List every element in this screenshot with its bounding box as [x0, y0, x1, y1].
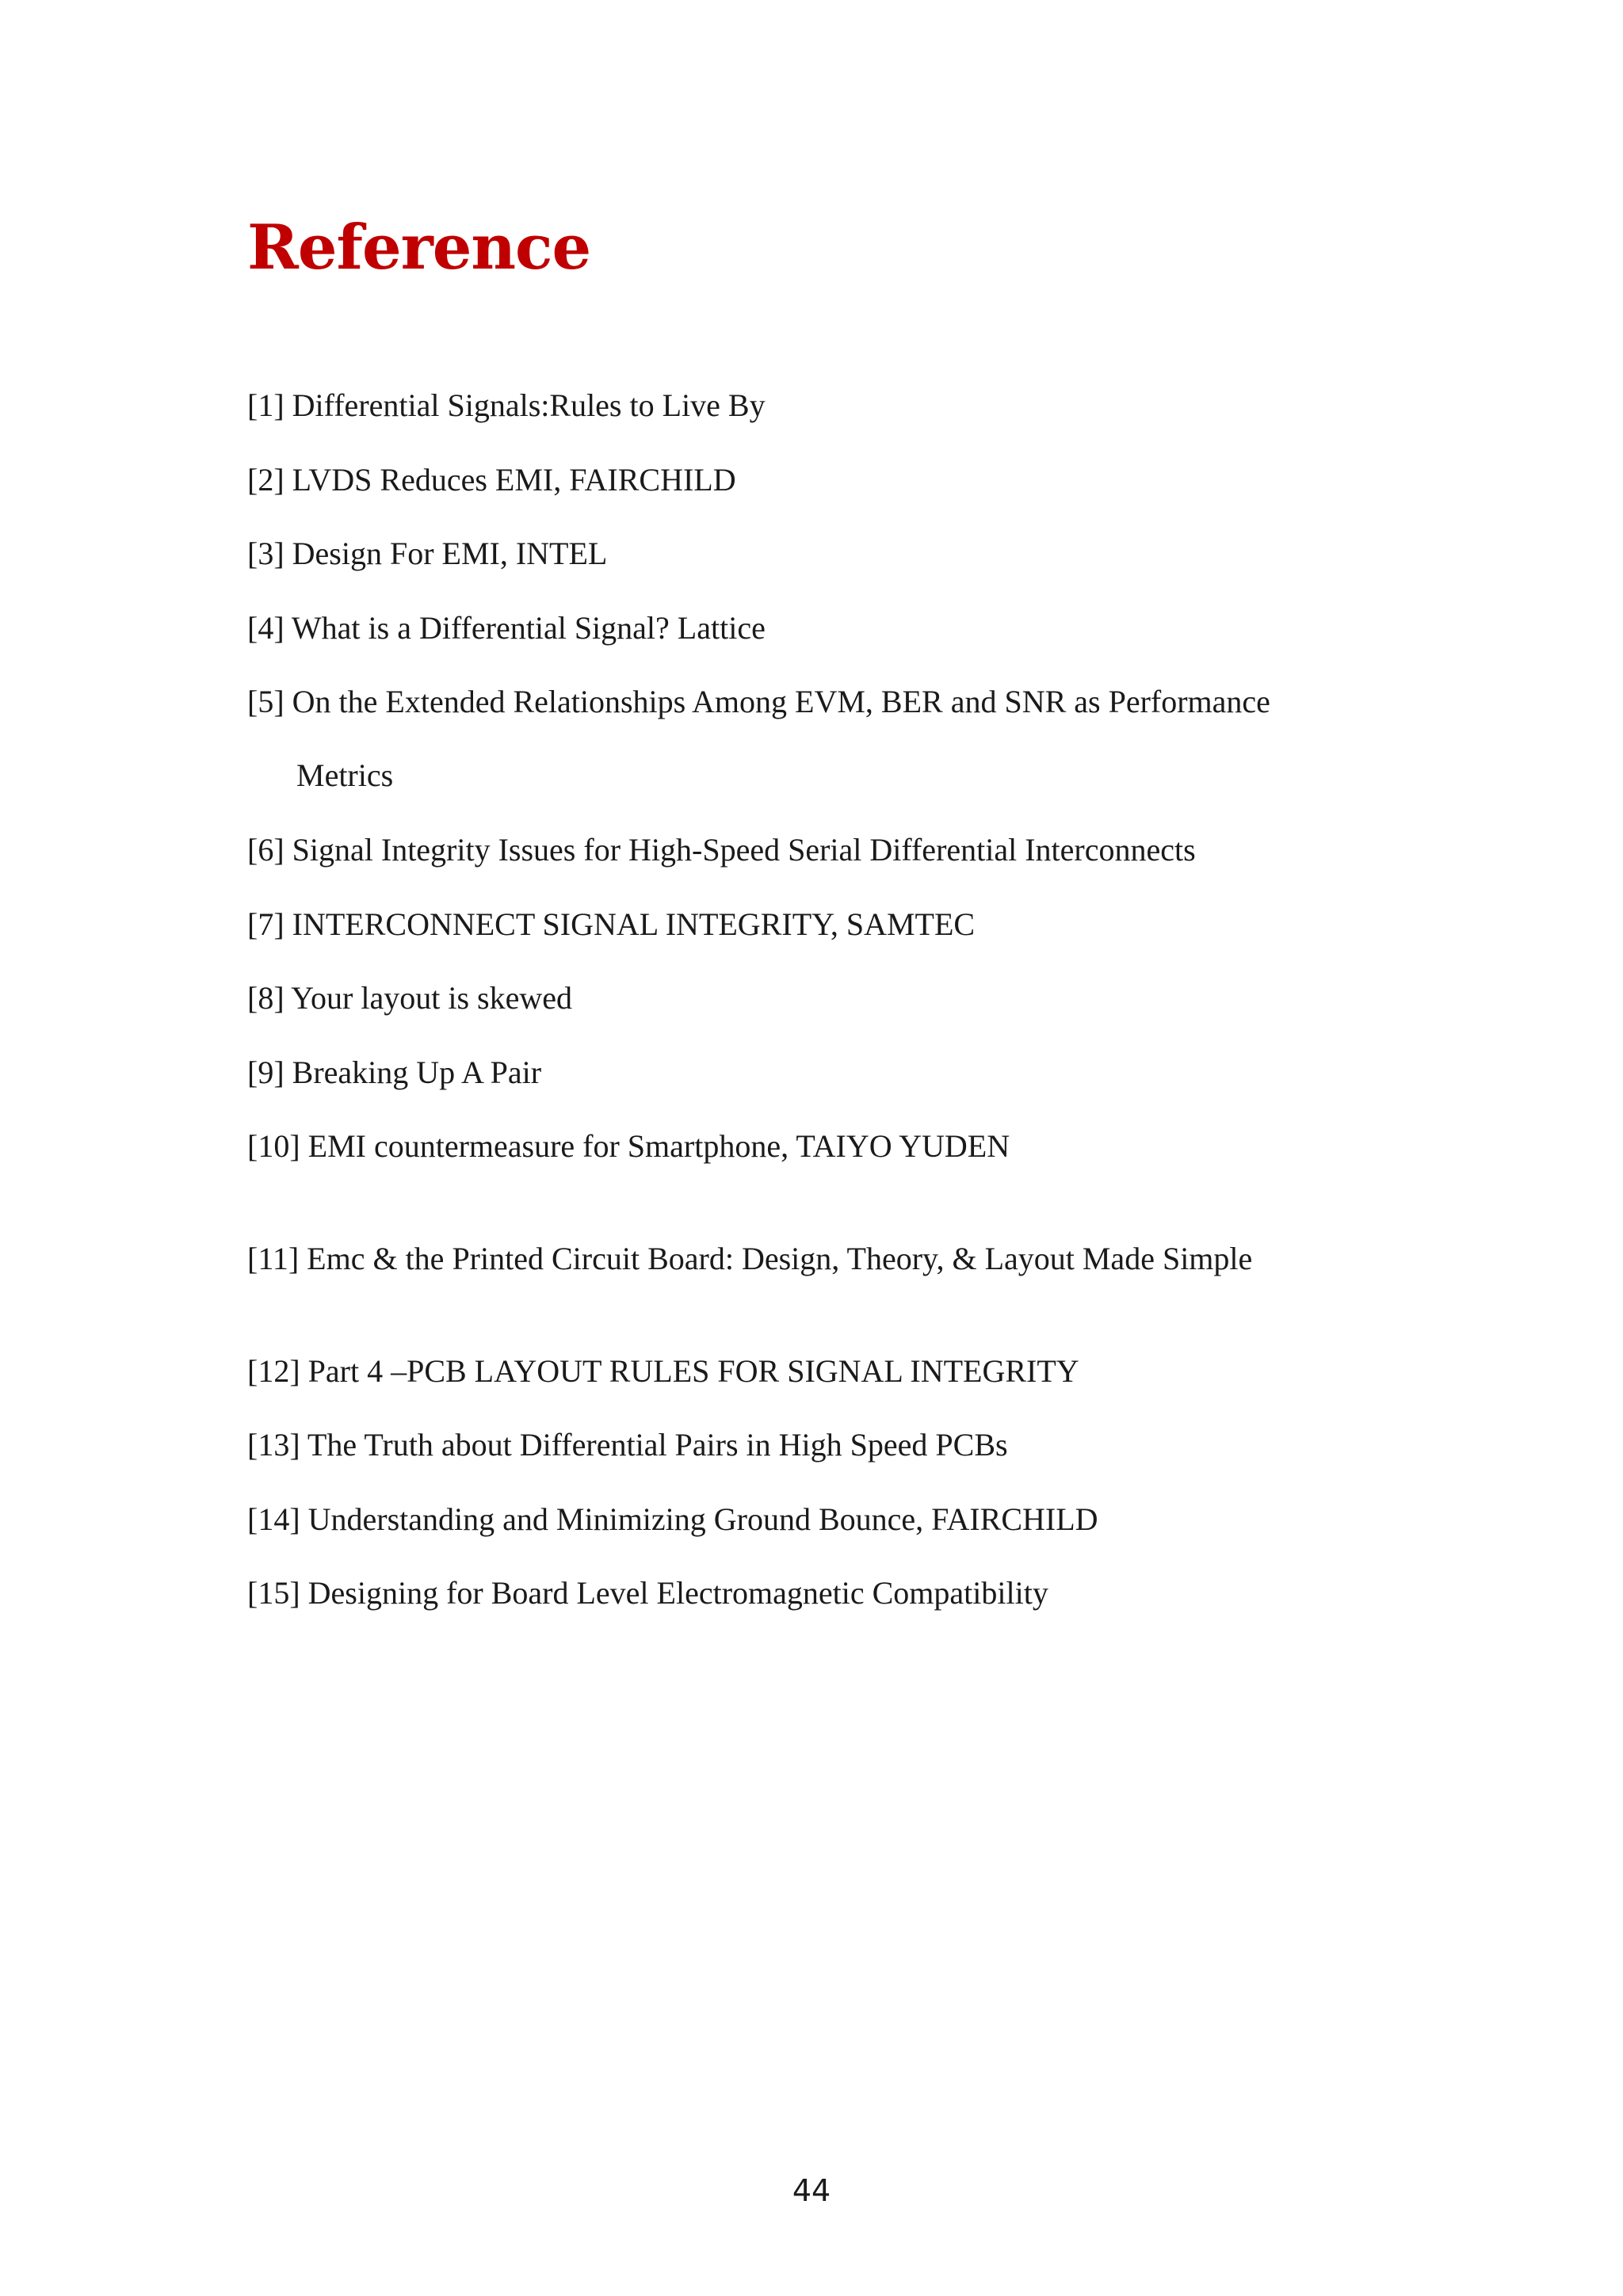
reference-item-11	[247, 1238, 1252, 1280]
reference-text: [10] EMI countermeasure for Smartphone, TAIYO YUDEN	[247, 1128, 1010, 1164]
reference-item-4	[247, 608, 766, 649]
reference-text: [5] On the Extended Relationships Among EVM, BER and SNR as Performance	[247, 684, 1270, 719]
reference-text: [2] LVDS Reduces EMI, FAIRCHILD	[247, 462, 736, 498]
reference-text: [15] Designing for Board Level Electromagnetic Compatibility	[247, 1575, 1048, 1611]
reference-item-15	[247, 1573, 1048, 1614]
reference-text: [3] Design For EMI, INTEL	[247, 536, 608, 571]
reference-text: [11] Emc & the Printed Circuit Board: Design, Theory, & Layout Made Simple	[247, 1241, 1253, 1276]
reference-text: [7] INTERCONNECT SIGNAL INTEGRITY, SAMTEC	[247, 906, 976, 942]
reference-text: [1] Differential Signals:Rules to Live By	[247, 387, 766, 423]
reference-item-2	[247, 460, 736, 501]
reference-text: [8] Your layout is skewed	[247, 980, 572, 1016]
reference-item-5	[247, 681, 1270, 796]
reference-item-14	[247, 1499, 1098, 1540]
reference-text: [4] What is a Differential Signal? Lattice	[247, 610, 766, 646]
reference-text: [14] Understanding and Minimizing Ground Bounce, FAIRCHILD	[247, 1501, 1098, 1537]
page-number: 44	[792, 2173, 831, 2208]
reference-item-8	[247, 978, 572, 1019]
reference-item-6	[247, 830, 1196, 871]
reference-text: [12] Part 4 –PCB LAYOUT RULES FOR SIGNAL INTEGRITY	[247, 1353, 1079, 1389]
reference-text: [6] Signal Integrity Issues for High-Speed Serial Differential Interconnects	[247, 832, 1196, 868]
reference-item-9	[247, 1052, 541, 1093]
reference-item-7	[247, 904, 975, 945]
reference-text: [13] The Truth about Differential Pairs in High Speed PCBs	[247, 1427, 1008, 1463]
reference-text: [9] Breaking Up A Pair	[247, 1055, 542, 1090]
reference-item-10	[247, 1126, 1010, 1167]
reference-item-13	[247, 1425, 1008, 1466]
reference-item-1	[247, 385, 766, 426]
page-title: Reference	[247, 212, 591, 284]
reference-item-12	[247, 1351, 1079, 1392]
reference-continuation: Metrics	[296, 757, 394, 793]
reference-item-3	[247, 533, 607, 574]
